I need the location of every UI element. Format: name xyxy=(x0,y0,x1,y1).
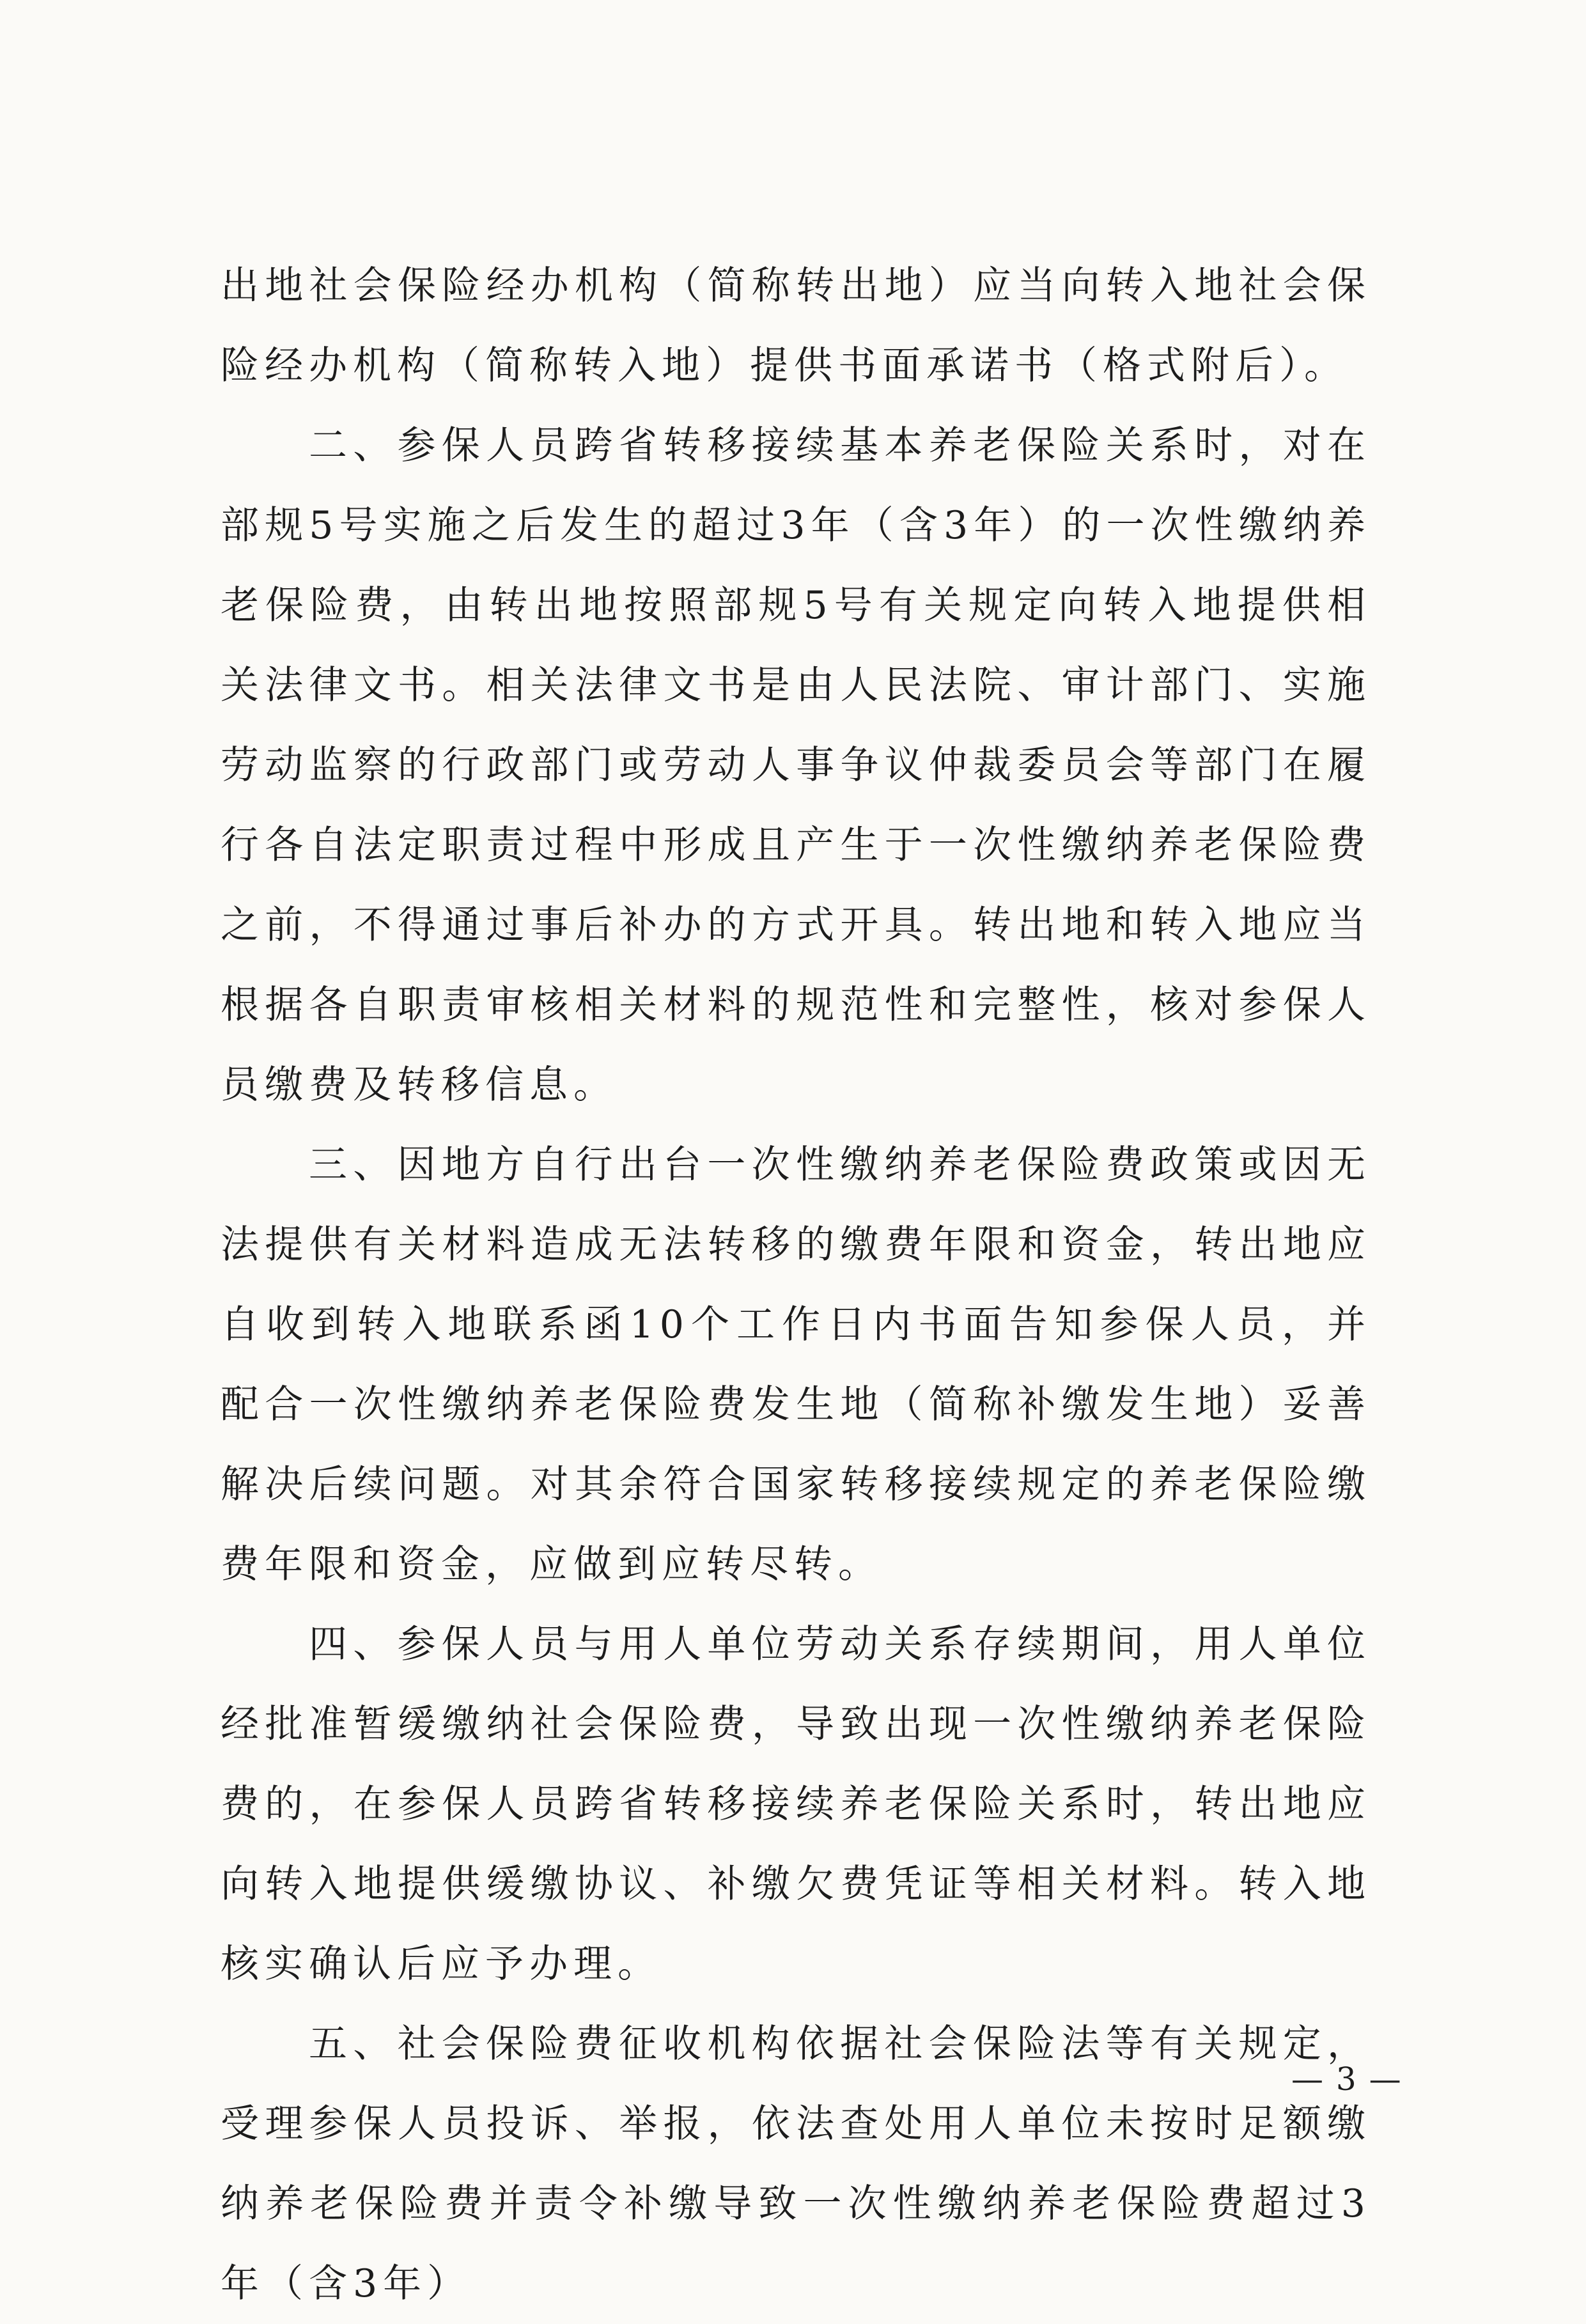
paragraph-item-3: 三、因地方自行出台一次性缴纳养老保险费政策或因无法提供有关材料造成无法转移的缴费年限和资金，转出地应自收到转入地联系函10个工作日内书面告知参保人员，并配合一次性缴纳养老保险费发生地（简称补缴发生地）妥善解决后续问题。对其余符合国家转移接续规定的养老保险缴费年限和资金，应做到应转尽转。 xyxy=(221,1143,1371,1587)
paragraph-item-2: 二、参保人员跨省转移接续基本养老保险关系时，对在部规5号实施之后发生的超过3年（含3年）的一次性缴纳养老保险费，由转出地按照部规5号有关规定向转入地提供相关法律文书。相关法律文书是由人民法院、审计部门、实施劳动监察的行政部门或劳动人事争议仲裁委员会等部门在履行各自法定职责过程中形成且产生于一次性缴纳养老保险费之前，不得通过事后补办的方式开具。转出地和转入地应当根据各自职责审核相关材料的规范性和完整性，核对参保人员缴费及转移信息。 xyxy=(221,423,1371,1107)
body-text xyxy=(221,246,1371,2324)
paragraph-item-5: 五、社会保险费征收机构依据社会保险法等有关规定，受理参保人员投诉、举报，依法查处用人单位未按时足额缴纳养老保险费并责令补缴导致一次性缴纳养老保险费超过3年（含3年） xyxy=(221,2022,1371,2306)
page-number: — 3 — xyxy=(1291,2061,1403,2098)
paragraph-item-4: 四、参保人员与用人单位劳动关系存续期间，用人单位经批准暂缓缴纳社会保险费，导致出现一次性缴纳养老保险费的，在参保人员跨省转移接续养老保险关系时，转出地应向转入地提供缓缴协议、补缴欠费凭证等相关材料。转入地核实确认后应予办理。 xyxy=(221,1622,1371,1986)
paragraph-continuation: 出地社会保险经办机构（简称转出地）应当向转入地社会保险经办机构（简称转入地）提供书面承诺书（格式附后）。 xyxy=(221,263,1371,388)
